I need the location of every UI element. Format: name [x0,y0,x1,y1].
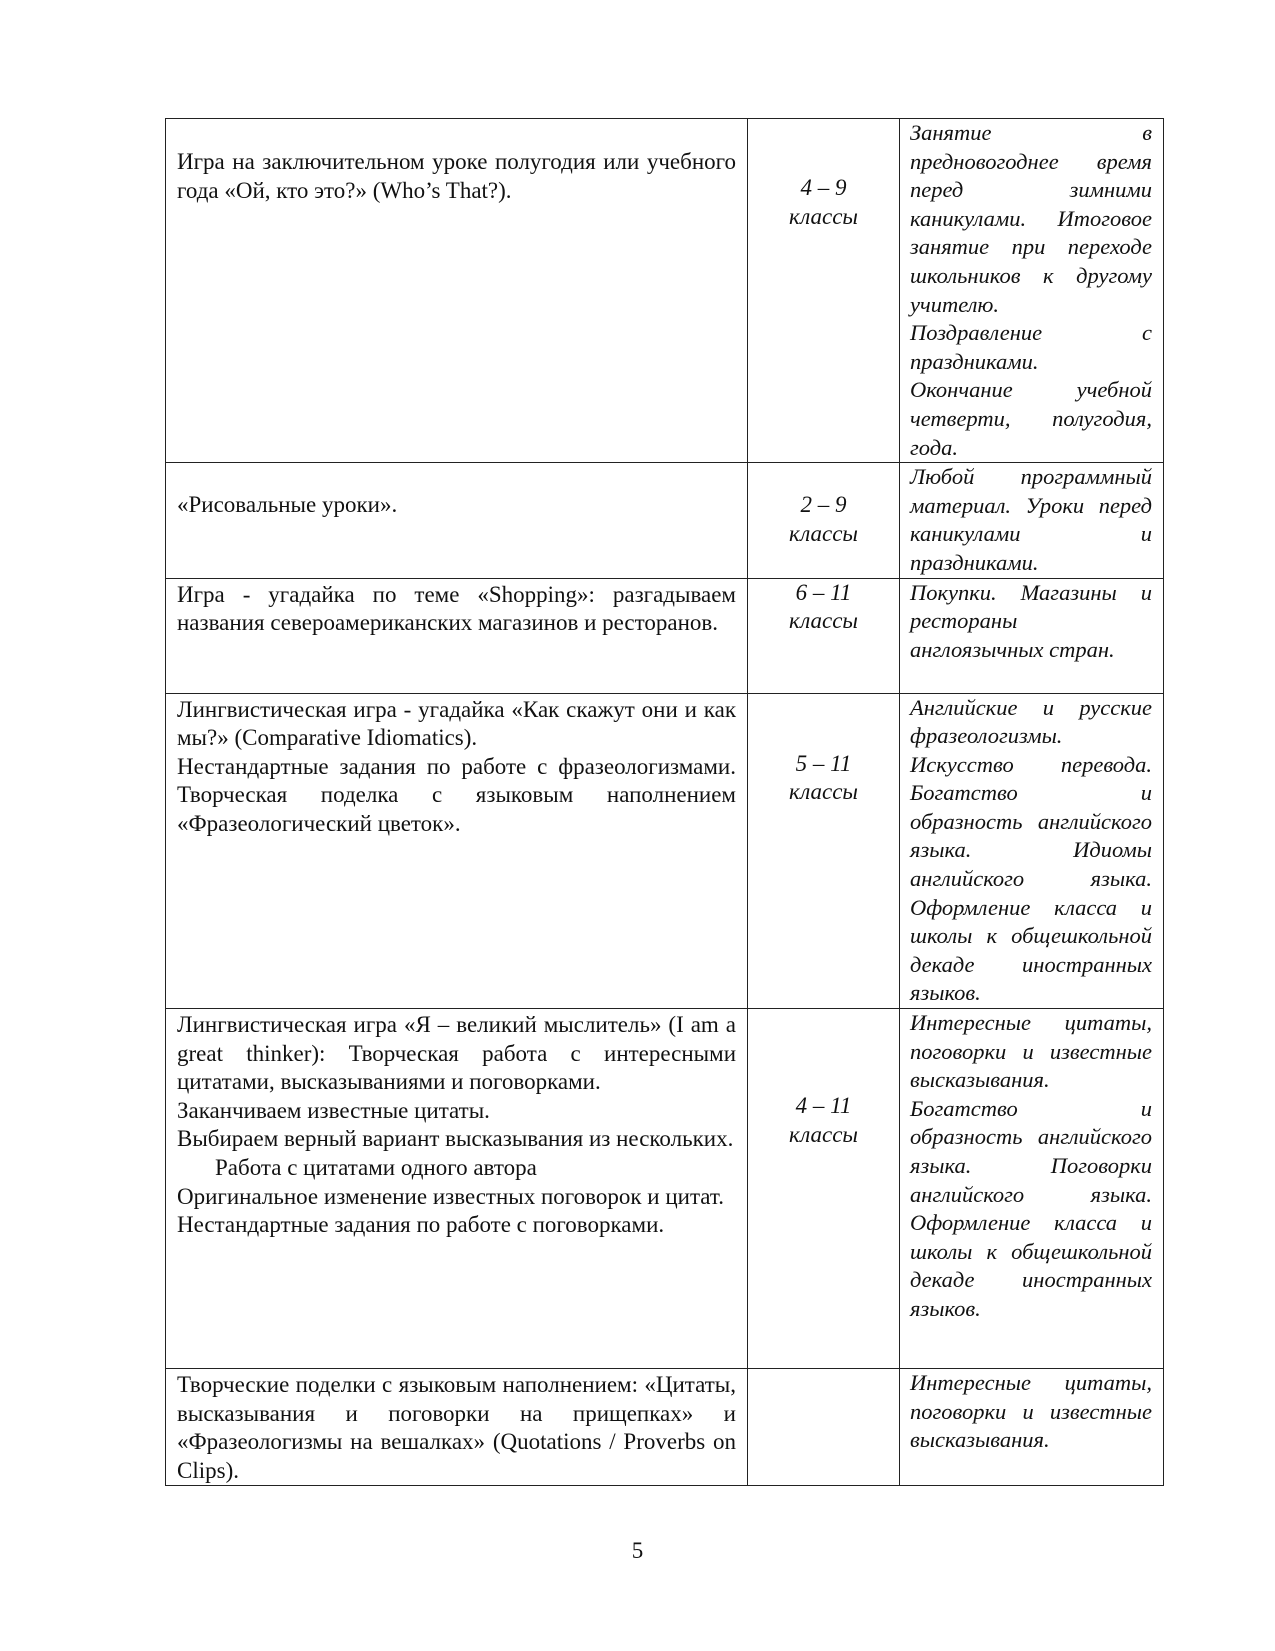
activities-table [165,118,1164,1486]
topic-cell [900,119,1164,463]
activity-text: «Рисовальные уроки». [177,492,398,518]
activity-text: Игра - угадайка по теме «Shopping»: разгадываем названия североамериканских магазинов и ресторанов. [177,581,736,636]
grade-cell [748,1369,900,1486]
grade-cell [748,119,900,463]
grade-cell [748,463,900,578]
grade-unit: классы [788,520,859,546]
activity-cell [166,578,748,693]
topic-text: Английские и русские фразеологизмы. [910,694,1152,749]
activity-text: Заканчиваем известные цитаты. [177,1097,490,1123]
grade-unit: классы [788,1121,859,1147]
table-row [166,463,1164,578]
topic-cell [900,1009,1164,1369]
topic-text: Любой программный материал. Уроки перед каникулами и праздниками. [910,464,1152,575]
grade-cell [748,1009,900,1369]
topic-text: Интересные цитаты, поговорки и известные высказывания. [910,1010,1152,1093]
table-row [166,1369,1164,1486]
activity-text: Нестандартные задания по работе с поговорками. [177,1212,665,1238]
activity-cell [166,693,748,1009]
topic-text: Искусство перевода. Богатство и образность английского языка. Идиомы английского языка. Оформление класса и школы к общешкольной декаде иностранных языков. [910,751,1152,1006]
activity-cell [166,1009,748,1369]
grade-range: 5 – 11 [795,750,852,776]
activity-cell [166,463,748,578]
topic-text: Интересные цитаты, поговорки и известные высказывания. [910,1370,1152,1453]
activity-text: Работа с цитатами одного автора [215,1155,537,1180]
activity-cell [166,119,748,463]
table-row [166,578,1164,693]
activity-text: Лингвистическая игра - угадайка «Как скажут они и как мы?» (Comparative Idiomatics). [177,696,736,751]
activity-text: Творческие поделки с языковым наполнением: «Цитаты, высказывания и поговорки на прищепках» и «Фразеологизмы на вешалках» (Quotations / Proverbs on Clips). [177,1372,736,1483]
topic-cell [900,578,1164,693]
page-number: 5 [631,1538,644,1563]
activity-text: Нестандартные задания по работе с фразеологизмами. Творческая поделка с языковым наполнением «Фразеологический цветок». [177,753,736,836]
grade-unit: классы [788,608,859,634]
topic-text: Богатство и образность английского языка. Поговорки английского языка. Оформление класса и школы к общешкольной декаде иностранных языков. [910,1095,1152,1321]
grade-unit: классы [788,779,859,805]
grade-cell [748,693,900,1009]
topic-text: Окончание учебной четверти, полугодия, года. [910,377,1152,460]
table-row [166,119,1164,463]
grade-range: 4 – 11 [795,1093,852,1119]
topic-text: Поздравление с праздниками. [910,320,1152,374]
activity-text: Игра на заключительном уроке полугодия или учебного года «Ой, кто это?» (Who’s That?). [177,149,736,203]
topic-cell [900,693,1164,1009]
activity-cell [166,1369,748,1486]
grade-cell [748,578,900,693]
table-row [166,1009,1164,1369]
activity-text: Лингвистическая игра «Я – великий мыслитель» (I am a great thinker): Творческая работа с интересными цитатами, высказываниями и поговорками. [177,1012,736,1095]
topic-cell [900,1369,1164,1486]
grade-range: 4 – 9 [800,175,847,200]
activity-text: Выбираем верный вариант высказывания из нескольких. [177,1126,734,1152]
topic-cell [900,463,1164,578]
grade-range: 6 – 11 [795,579,852,605]
topic-text: Покупки. Магазины и рестораны англоязычных стран. [910,579,1152,662]
table-row [166,693,1164,1009]
activity-text: Оригинальное изменение известных поговорок и цитат. [177,1183,724,1209]
grade-unit: классы [788,203,859,229]
topic-text: Занятие в предновогоднее время перед зимними каникулами. Итоговое занятие при переходе школьников к другому учителю. [910,120,1152,317]
grade-range: 2 – 9 [800,492,847,518]
